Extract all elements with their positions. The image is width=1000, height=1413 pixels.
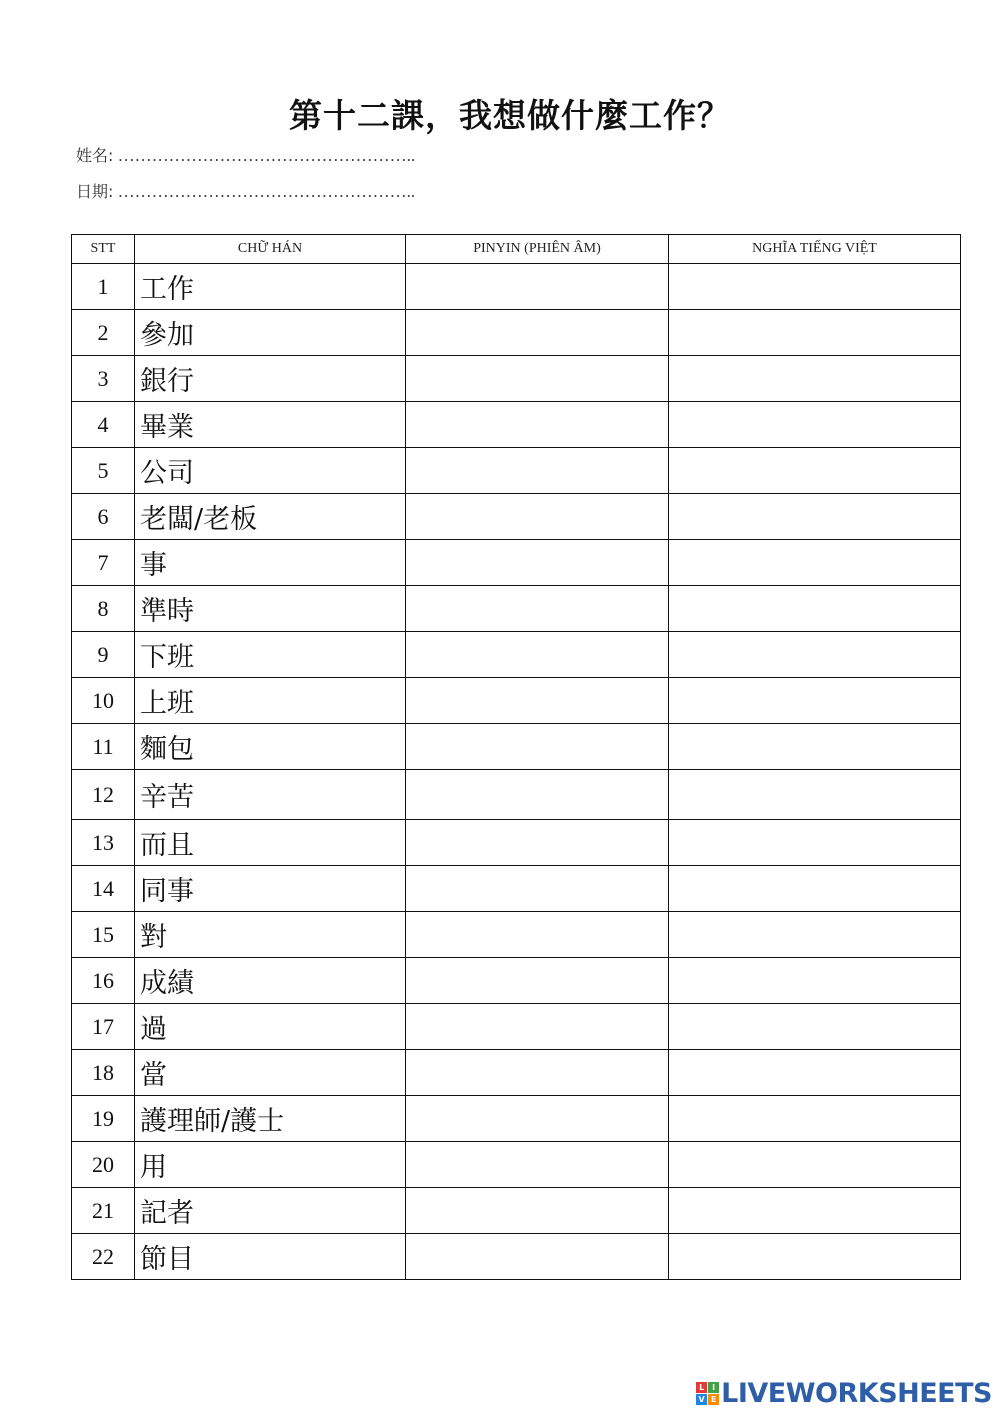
meaning-answer-cell[interactable] <box>669 678 961 724</box>
meaning-answer-cell[interactable] <box>669 958 961 1004</box>
row-number: 17 <box>72 1004 135 1050</box>
pinyin-answer-cell[interactable] <box>406 356 669 402</box>
pinyin-answer-cell[interactable] <box>406 632 669 678</box>
hanzi-cell: 銀行 <box>135 356 406 402</box>
pinyin-answer-cell[interactable] <box>406 586 669 632</box>
name-label: 姓名: <box>76 146 114 165</box>
pinyin-answer-cell[interactable] <box>406 310 669 356</box>
hanzi-cell: 節目 <box>135 1234 406 1280</box>
meaning-answer-cell[interactable] <box>669 402 961 448</box>
pinyin-answer-cell[interactable] <box>406 402 669 448</box>
logo-tile: V <box>696 1394 707 1405</box>
table-row <box>72 310 961 356</box>
hanzi-cell: 護理師/護士 <box>135 1096 406 1142</box>
name-field <box>76 143 415 166</box>
table-row <box>72 402 961 448</box>
table-row <box>72 1050 961 1096</box>
hanzi-cell: 而且 <box>135 820 406 866</box>
row-number: 2 <box>72 310 135 356</box>
date-dotted-line: …………………………………………….. <box>113 182 416 201</box>
hanzi-cell: 準時 <box>135 586 406 632</box>
table-row <box>72 494 961 540</box>
pinyin-answer-cell[interactable] <box>406 724 669 770</box>
meaning-answer-cell[interactable] <box>669 820 961 866</box>
meaning-answer-cell[interactable] <box>669 356 961 402</box>
meaning-answer-cell[interactable] <box>669 1050 961 1096</box>
hanzi-cell: 公司 <box>135 448 406 494</box>
date-field <box>76 179 415 202</box>
table-row <box>72 1234 961 1280</box>
row-number: 16 <box>72 958 135 1004</box>
logo-icon <box>696 1382 719 1405</box>
hanzi-cell: 記者 <box>135 1188 406 1234</box>
meaning-answer-cell[interactable] <box>669 540 961 586</box>
logo-tile: E <box>708 1394 719 1405</box>
row-number: 21 <box>72 1188 135 1234</box>
hanzi-cell: 同事 <box>135 866 406 912</box>
table-row <box>72 678 961 724</box>
header-pinyin: PINYIN (PHIÊN ÂM) <box>406 235 669 264</box>
row-number: 12 <box>72 770 135 820</box>
table-row <box>72 586 961 632</box>
row-number: 19 <box>72 1096 135 1142</box>
table-body <box>72 264 961 1280</box>
meaning-answer-cell[interactable] <box>669 264 961 310</box>
pinyin-answer-cell[interactable] <box>406 540 669 586</box>
hanzi-cell: 工作 <box>135 264 406 310</box>
meaning-answer-cell[interactable] <box>669 724 961 770</box>
pinyin-answer-cell[interactable] <box>406 820 669 866</box>
pinyin-answer-cell[interactable] <box>406 1188 669 1234</box>
pinyin-answer-cell[interactable] <box>406 770 669 820</box>
pinyin-answer-cell[interactable] <box>406 448 669 494</box>
pinyin-answer-cell[interactable] <box>406 1050 669 1096</box>
meaning-answer-cell[interactable] <box>669 1142 961 1188</box>
row-number: 4 <box>72 402 135 448</box>
logo-tile: I <box>708 1382 719 1393</box>
pinyin-answer-cell[interactable] <box>406 264 669 310</box>
hanzi-cell: 事 <box>135 540 406 586</box>
hanzi-cell: 用 <box>135 1142 406 1188</box>
meaning-answer-cell[interactable] <box>669 494 961 540</box>
hanzi-cell: 老闆/老板 <box>135 494 406 540</box>
meaning-answer-cell[interactable] <box>669 1188 961 1234</box>
name-dotted-line: …………………………………………….. <box>113 146 416 165</box>
logo-tile: L <box>696 1382 707 1393</box>
table-row <box>72 820 961 866</box>
row-number: 11 <box>72 724 135 770</box>
row-number: 14 <box>72 866 135 912</box>
row-number: 3 <box>72 356 135 402</box>
pinyin-answer-cell[interactable] <box>406 1142 669 1188</box>
logo-text: LIVEWORKSHEETS <box>721 1378 992 1409</box>
header-nghia: NGHĨA TIẾNG VIỆT <box>669 235 961 264</box>
row-number: 8 <box>72 586 135 632</box>
table-row <box>72 1096 961 1142</box>
liveworksheets-logo <box>696 1378 992 1409</box>
worksheet-title: 第十二課，我想做什麼工作？ <box>289 96 731 135</box>
table-row <box>72 912 961 958</box>
table-row <box>72 770 961 820</box>
row-number: 15 <box>72 912 135 958</box>
pinyin-answer-cell[interactable] <box>406 1096 669 1142</box>
hanzi-cell: 成績 <box>135 958 406 1004</box>
pinyin-answer-cell[interactable] <box>406 912 669 958</box>
pinyin-answer-cell[interactable] <box>406 1004 669 1050</box>
table-row <box>72 1004 961 1050</box>
row-number: 7 <box>72 540 135 586</box>
pinyin-answer-cell[interactable] <box>406 958 669 1004</box>
meaning-answer-cell[interactable] <box>669 448 961 494</box>
hanzi-cell: 對 <box>135 912 406 958</box>
pinyin-answer-cell[interactable] <box>406 678 669 724</box>
table-row <box>72 958 961 1004</box>
hanzi-cell: 下班 <box>135 632 406 678</box>
header-chu-han: CHỮ HÁN <box>135 235 406 264</box>
meaning-answer-cell[interactable] <box>669 1234 961 1280</box>
hanzi-cell: 麵包 <box>135 724 406 770</box>
hanzi-cell: 上班 <box>135 678 406 724</box>
table-header-row <box>72 235 961 264</box>
pinyin-answer-cell[interactable] <box>406 494 669 540</box>
table-row <box>72 724 961 770</box>
row-number: 6 <box>72 494 135 540</box>
hanzi-cell: 辛苦 <box>135 770 406 820</box>
table-row <box>72 264 961 310</box>
meaning-answer-cell[interactable] <box>669 632 961 678</box>
meaning-answer-cell[interactable] <box>669 912 961 958</box>
hanzi-cell: 當 <box>135 1050 406 1096</box>
meaning-answer-cell[interactable] <box>669 866 961 912</box>
meaning-answer-cell[interactable] <box>669 310 961 356</box>
table-row <box>72 448 961 494</box>
table-row <box>72 1188 961 1234</box>
row-number: 20 <box>72 1142 135 1188</box>
table-row <box>72 1142 961 1188</box>
vocabulary-table <box>71 234 961 1280</box>
table-row <box>72 356 961 402</box>
row-number: 10 <box>72 678 135 724</box>
table-row <box>72 866 961 912</box>
meaning-answer-cell[interactable] <box>669 586 961 632</box>
row-number: 13 <box>72 820 135 866</box>
table-row <box>72 632 961 678</box>
row-number: 22 <box>72 1234 135 1280</box>
row-number: 5 <box>72 448 135 494</box>
row-number: 9 <box>72 632 135 678</box>
hanzi-cell: 畢業 <box>135 402 406 448</box>
date-label: 日期: <box>76 182 114 201</box>
pinyin-answer-cell[interactable] <box>406 1234 669 1280</box>
hanzi-cell: 過 <box>135 1004 406 1050</box>
meaning-answer-cell[interactable] <box>669 770 961 820</box>
table-row <box>72 540 961 586</box>
hanzi-cell: 參加 <box>135 310 406 356</box>
header-stt: STT <box>72 235 135 264</box>
meaning-answer-cell[interactable] <box>669 1004 961 1050</box>
row-number: 18 <box>72 1050 135 1096</box>
meaning-answer-cell[interactable] <box>669 1096 961 1142</box>
pinyin-answer-cell[interactable] <box>406 866 669 912</box>
row-number: 1 <box>72 264 135 310</box>
